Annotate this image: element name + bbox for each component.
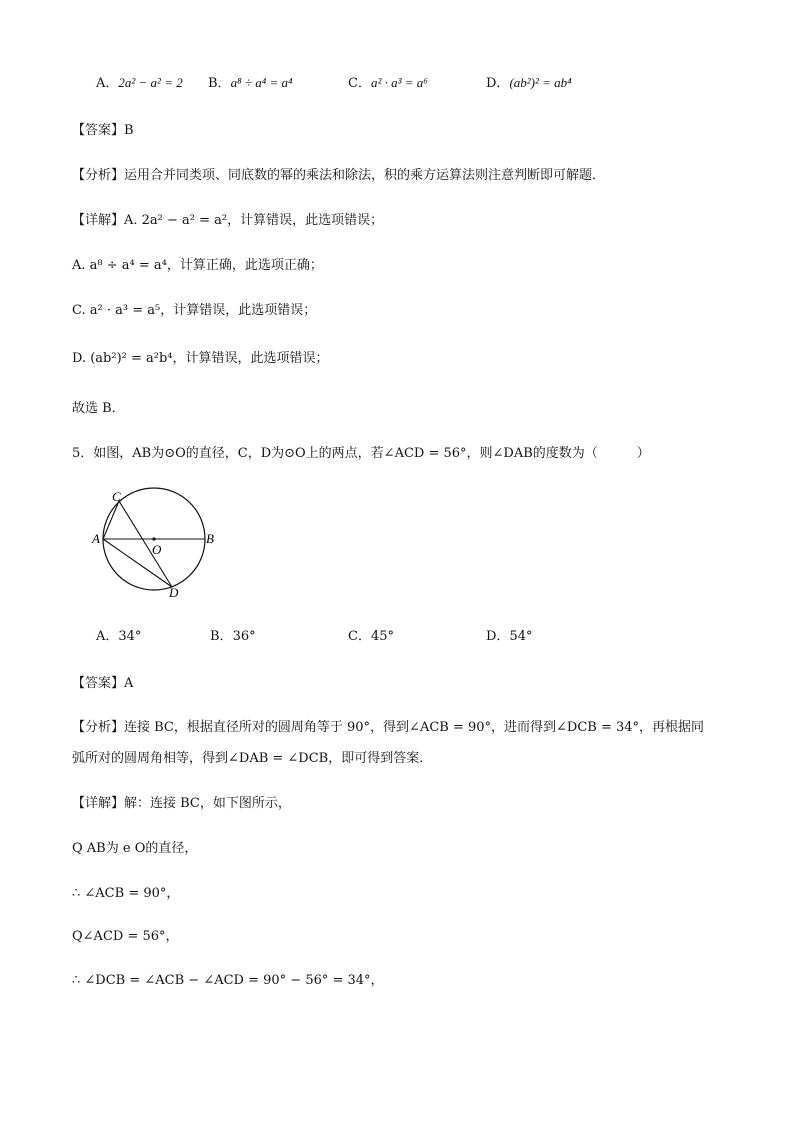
q5-detail-5: ∴ ∠DCB = ∠ACB − ∠ACD = 90° − 56° = 34°， bbox=[72, 973, 384, 988]
q5-answer: 【答案】A bbox=[72, 676, 134, 691]
q4-option-a: A．2a² − a² = 2 bbox=[96, 75, 183, 91]
q5-analysis-line2: 弧所对的圆周角相等，得到∠DAB = ∠DCB，即可得到答案． bbox=[72, 751, 433, 766]
segment-ad bbox=[103, 539, 172, 587]
label-c: C bbox=[112, 489, 121, 504]
q4-answer: 【答案】B bbox=[72, 123, 134, 138]
label-a: A bbox=[92, 531, 100, 546]
q5-option-a: A．34° bbox=[96, 629, 142, 644]
q4-option-c: C．a² · a³ = a⁶ bbox=[348, 75, 428, 91]
q4-conclusion: 故选 B． bbox=[72, 401, 125, 416]
q4-detail-d: D. (ab²)² = a²b⁴，计算错误，此选项错误； bbox=[72, 351, 329, 366]
q4-detail-b: A. a⁸ ÷ a⁴ = a⁴，计算正确，此选项正确； bbox=[72, 258, 323, 273]
q5-analysis-line1: 【分析】连接 BC，根据直径所对的圆周角等于 90°，得到∠ACB = 90°，进而得到∠DCB = 34°，再根据同 bbox=[72, 720, 705, 735]
label-d: D bbox=[169, 585, 179, 600]
segment-ac bbox=[103, 501, 119, 539]
q5-detail-2: Q AB为 e O的直径， bbox=[72, 841, 198, 856]
label-o: O bbox=[152, 542, 162, 557]
q4-detail-a: 【详解】A. 2a² − a² = a²，计算错误，此选项错误； bbox=[72, 213, 384, 228]
segment-cd bbox=[119, 501, 172, 587]
q5-question: 5．如图，AB为⊙O的直径，C，D为⊙O上的两点，若∠ACD = 56°，则∠DAB的度数为（ ） bbox=[72, 446, 650, 461]
label-b: B bbox=[206, 531, 214, 546]
q5-option-d: D．54° bbox=[486, 629, 533, 644]
q5-option-b: B．36° bbox=[210, 629, 256, 644]
q5-detail-4: Q∠ACD = 56°， bbox=[72, 929, 179, 944]
circle-diagram bbox=[86, 482, 226, 602]
q4-option-d: D．(ab²)² = ab⁴ bbox=[486, 75, 572, 91]
q4-detail-c: C. a² · a³ = a⁵，计算错误，此选项错误； bbox=[72, 303, 317, 318]
q4-option-b: B．a⁸ ÷ a⁴ = a⁴ bbox=[208, 75, 293, 91]
q4-analysis: 【分析】运用合并同类项、同底数的幂的乘法和除法，积的乘方运算法则注意判断即可解题． bbox=[72, 168, 606, 183]
center-o bbox=[152, 537, 155, 540]
q5-detail-1: 【详解】解：连接 BC，如下图所示， bbox=[72, 796, 291, 811]
q5-option-c: C．45° bbox=[348, 629, 394, 644]
q5-detail-3: ∴ ∠ACB = 90°， bbox=[72, 886, 180, 901]
